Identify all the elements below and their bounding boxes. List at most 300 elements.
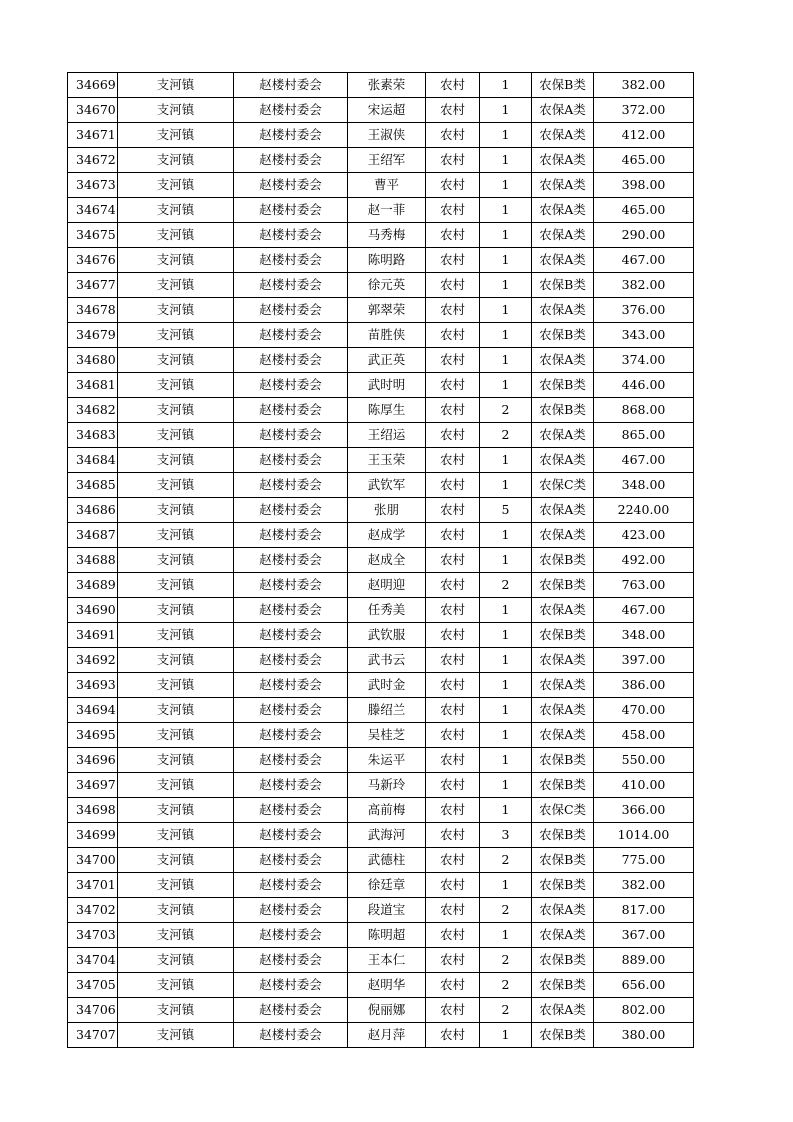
name-cell: 赵一菲 [348,198,426,223]
name-cell: 苗胜侠 [348,323,426,348]
household-size-cell: 1 [480,648,532,673]
town-cell: 支河镇 [118,798,234,823]
town-cell: 支河镇 [118,848,234,873]
table-row [68,773,694,798]
village-committee-cell: 赵楼村委会 [234,123,348,148]
insurance-category-cell: 农保A类 [532,348,594,373]
town-cell: 支河镇 [118,448,234,473]
village-committee-cell: 赵楼村委会 [234,523,348,548]
amount-cell: 372.00 [594,98,694,123]
village-committee-cell: 赵楼村委会 [234,273,348,298]
record-id-cell: 34705 [68,973,118,998]
town-cell: 支河镇 [118,373,234,398]
name-cell: 武时金 [348,673,426,698]
name-cell: 朱运平 [348,748,426,773]
household-size-cell: 1 [480,273,532,298]
area-type-cell: 农村 [426,923,480,948]
table-row [68,823,694,848]
record-id-cell: 34673 [68,173,118,198]
table-row [68,748,694,773]
town-cell: 支河镇 [118,98,234,123]
insurance-category-cell: 农保A类 [532,423,594,448]
household-size-cell: 1 [480,923,532,948]
insurance-category-cell: 农保B类 [532,973,594,998]
name-cell: 王玉荣 [348,448,426,473]
record-id-cell: 34681 [68,373,118,398]
insurance-category-cell: 农保A类 [532,523,594,548]
village-committee-cell: 赵楼村委会 [234,648,348,673]
area-type-cell: 农村 [426,423,480,448]
insurance-category-cell: 农保A类 [532,498,594,523]
town-cell: 支河镇 [118,198,234,223]
insurance-category-cell: 农保A类 [532,98,594,123]
town-cell: 支河镇 [118,573,234,598]
village-committee-cell: 赵楼村委会 [234,673,348,698]
record-id-cell: 34685 [68,473,118,498]
name-cell: 张朋 [348,498,426,523]
village-committee-cell: 赵楼村委会 [234,823,348,848]
name-cell: 吴桂芝 [348,723,426,748]
name-cell: 赵成学 [348,523,426,548]
amount-cell: 376.00 [594,298,694,323]
amount-cell: 458.00 [594,723,694,748]
insurance-category-cell: 农保B类 [532,548,594,573]
insurance-category-cell: 农保B类 [532,273,594,298]
amount-cell: 374.00 [594,348,694,373]
household-size-cell: 2 [480,848,532,873]
table-row [68,248,694,273]
insurance-category-cell: 农保C类 [532,473,594,498]
household-size-cell: 2 [480,973,532,998]
area-type-cell: 农村 [426,648,480,673]
household-size-cell: 1 [480,98,532,123]
household-size-cell: 1 [480,473,532,498]
area-type-cell: 农村 [426,323,480,348]
amount-cell: 380.00 [594,1023,694,1048]
insurance-category-cell: 农保B类 [532,848,594,873]
insurance-category-cell: 农保A类 [532,923,594,948]
amount-cell: 775.00 [594,848,694,873]
record-id-cell: 34678 [68,298,118,323]
record-id-cell: 34688 [68,548,118,573]
area-type-cell: 农村 [426,573,480,598]
amount-cell: 386.00 [594,673,694,698]
name-cell: 武正英 [348,348,426,373]
name-cell: 王绍运 [348,423,426,448]
record-id-cell: 34672 [68,148,118,173]
insurance-category-cell: 农保A类 [532,298,594,323]
insurance-category-cell: 农保B类 [532,573,594,598]
table-row [68,273,694,298]
name-cell: 陈明路 [348,248,426,273]
area-type-cell: 农村 [426,223,480,248]
town-cell: 支河镇 [118,223,234,248]
area-type-cell: 农村 [426,1023,480,1048]
area-type-cell: 农村 [426,373,480,398]
amount-cell: 467.00 [594,598,694,623]
town-cell: 支河镇 [118,298,234,323]
insurance-category-cell: 农保A类 [532,248,594,273]
household-size-cell: 1 [480,323,532,348]
area-type-cell: 农村 [426,148,480,173]
amount-cell: 656.00 [594,973,694,998]
area-type-cell: 农村 [426,73,480,98]
table-row [68,998,694,1023]
table-row [68,198,694,223]
table-row [68,523,694,548]
record-id-cell: 34683 [68,423,118,448]
table-row [68,323,694,348]
name-cell: 张素荣 [348,73,426,98]
village-committee-cell: 赵楼村委会 [234,373,348,398]
insurance-category-cell: 农保A类 [532,648,594,673]
area-type-cell: 农村 [426,473,480,498]
name-cell: 王绍军 [348,148,426,173]
town-cell: 支河镇 [118,673,234,698]
insurance-category-cell: 农保A类 [532,123,594,148]
village-committee-cell: 赵楼村委会 [234,398,348,423]
record-id-cell: 34684 [68,448,118,473]
table-row [68,398,694,423]
amount-cell: 763.00 [594,573,694,598]
town-cell: 支河镇 [118,948,234,973]
village-committee-cell: 赵楼村委会 [234,1023,348,1048]
village-committee-cell: 赵楼村委会 [234,773,348,798]
table-row [68,473,694,498]
town-cell: 支河镇 [118,873,234,898]
household-size-cell: 1 [480,773,532,798]
table-row [68,673,694,698]
amount-cell: 412.00 [594,123,694,148]
table-row [68,873,694,898]
town-cell: 支河镇 [118,698,234,723]
town-cell: 支河镇 [118,498,234,523]
amount-cell: 382.00 [594,873,694,898]
household-size-cell: 1 [480,198,532,223]
village-committee-cell: 赵楼村委会 [234,323,348,348]
town-cell: 支河镇 [118,523,234,548]
record-id-cell: 34669 [68,73,118,98]
record-id-cell: 34674 [68,198,118,223]
village-committee-cell: 赵楼村委会 [234,448,348,473]
name-cell: 曹平 [348,173,426,198]
household-size-cell: 1 [480,1023,532,1048]
name-cell: 马秀梅 [348,223,426,248]
table-row [68,923,694,948]
amount-cell: 865.00 [594,423,694,448]
record-id-cell: 34696 [68,748,118,773]
insurance-category-cell: 农保A类 [532,898,594,923]
name-cell: 武海河 [348,823,426,848]
town-cell: 支河镇 [118,473,234,498]
area-type-cell: 农村 [426,998,480,1023]
name-cell: 徐元英 [348,273,426,298]
insurance-category-cell: 农保B类 [532,948,594,973]
village-committee-cell: 赵楼村委会 [234,623,348,648]
town-cell: 支河镇 [118,398,234,423]
village-committee-cell: 赵楼村委会 [234,923,348,948]
insurance-category-cell: 农保A类 [532,723,594,748]
record-id-cell: 34671 [68,123,118,148]
area-type-cell: 农村 [426,748,480,773]
table-row [68,573,694,598]
insurance-category-cell: 农保A类 [532,698,594,723]
table-row [68,73,694,98]
household-size-cell: 1 [480,673,532,698]
village-committee-cell: 赵楼村委会 [234,573,348,598]
household-size-cell: 2 [480,398,532,423]
amount-cell: 465.00 [594,148,694,173]
amount-cell: 470.00 [594,698,694,723]
insurance-category-cell: 农保B类 [532,773,594,798]
area-type-cell: 农村 [426,173,480,198]
name-cell: 赵成全 [348,548,426,573]
amount-cell: 397.00 [594,648,694,673]
area-type-cell: 农村 [426,773,480,798]
table-row [68,848,694,873]
insurance-category-cell: 农保A类 [532,448,594,473]
household-size-cell: 2 [480,423,532,448]
town-cell: 支河镇 [118,1023,234,1048]
village-committee-cell: 赵楼村委会 [234,748,348,773]
village-committee-cell: 赵楼村委会 [234,498,348,523]
insurance-category-cell: 农保B类 [532,873,594,898]
area-type-cell: 农村 [426,198,480,223]
household-size-cell: 1 [480,373,532,398]
village-committee-cell: 赵楼村委会 [234,298,348,323]
town-cell: 支河镇 [118,548,234,573]
amount-cell: 889.00 [594,948,694,973]
table-row [68,348,694,373]
household-size-cell: 1 [480,73,532,98]
table-row [68,298,694,323]
town-cell: 支河镇 [118,998,234,1023]
household-size-cell: 1 [480,348,532,373]
household-size-cell: 2 [480,573,532,598]
town-cell: 支河镇 [118,648,234,673]
household-size-cell: 1 [480,173,532,198]
area-type-cell: 农村 [426,598,480,623]
amount-cell: 398.00 [594,173,694,198]
table-row [68,723,694,748]
insurance-category-cell: 农保A类 [532,598,594,623]
area-type-cell: 农村 [426,548,480,573]
table-row [68,423,694,448]
record-id-cell: 34689 [68,573,118,598]
area-type-cell: 农村 [426,523,480,548]
record-id-cell: 34690 [68,598,118,623]
town-cell: 支河镇 [118,773,234,798]
area-type-cell: 农村 [426,848,480,873]
area-type-cell: 农村 [426,823,480,848]
village-committee-cell: 赵楼村委会 [234,548,348,573]
table-row [68,223,694,248]
table-body [68,73,694,1048]
town-cell: 支河镇 [118,248,234,273]
insurance-category-cell: 农保A类 [532,223,594,248]
table-row [68,698,694,723]
table-row [68,598,694,623]
record-id-cell: 34692 [68,648,118,673]
amount-cell: 467.00 [594,448,694,473]
record-id-cell: 34679 [68,323,118,348]
table-row [68,948,694,973]
record-id-cell: 34700 [68,848,118,873]
amount-cell: 382.00 [594,273,694,298]
household-size-cell: 3 [480,823,532,848]
amount-cell: 465.00 [594,198,694,223]
table-row [68,548,694,573]
insurance-category-cell: 农保A类 [532,173,594,198]
data-table [67,72,694,1048]
town-cell: 支河镇 [118,173,234,198]
name-cell: 赵明迎 [348,573,426,598]
household-size-cell: 1 [480,798,532,823]
household-size-cell: 1 [480,523,532,548]
household-size-cell: 5 [480,498,532,523]
amount-cell: 446.00 [594,373,694,398]
table-row [68,623,694,648]
village-committee-cell: 赵楼村委会 [234,898,348,923]
record-id-cell: 34707 [68,1023,118,1048]
insurance-category-cell: 农保A类 [532,148,594,173]
name-cell: 武德柱 [348,848,426,873]
household-size-cell: 1 [480,723,532,748]
insurance-category-cell: 农保B类 [532,323,594,348]
area-type-cell: 农村 [426,398,480,423]
name-cell: 武书云 [348,648,426,673]
household-size-cell: 2 [480,998,532,1023]
name-cell: 赵明华 [348,973,426,998]
insurance-category-cell: 农保B类 [532,73,594,98]
amount-cell: 868.00 [594,398,694,423]
area-type-cell: 农村 [426,348,480,373]
record-id-cell: 34677 [68,273,118,298]
amount-cell: 410.00 [594,773,694,798]
name-cell: 赵月萍 [348,1023,426,1048]
town-cell: 支河镇 [118,823,234,848]
household-size-cell: 1 [480,123,532,148]
table-row [68,373,694,398]
town-cell: 支河镇 [118,923,234,948]
household-size-cell: 1 [480,623,532,648]
amount-cell: 290.00 [594,223,694,248]
name-cell: 武钦军 [348,473,426,498]
record-id-cell: 34676 [68,248,118,273]
insurance-category-cell: 农保A类 [532,198,594,223]
village-committee-cell: 赵楼村委会 [234,848,348,873]
table-row [68,973,694,998]
amount-cell: 348.00 [594,473,694,498]
name-cell: 任秀美 [348,598,426,623]
record-id-cell: 34697 [68,773,118,798]
name-cell: 徐廷章 [348,873,426,898]
village-committee-cell: 赵楼村委会 [234,198,348,223]
record-id-cell: 34702 [68,898,118,923]
name-cell: 郭翠荣 [348,298,426,323]
name-cell: 滕绍兰 [348,698,426,723]
area-type-cell: 农村 [426,448,480,473]
amount-cell: 467.00 [594,248,694,273]
amount-cell: 550.00 [594,748,694,773]
household-size-cell: 1 [480,148,532,173]
town-cell: 支河镇 [118,123,234,148]
town-cell: 支河镇 [118,273,234,298]
table-row [68,798,694,823]
amount-cell: 423.00 [594,523,694,548]
record-id-cell: 34701 [68,873,118,898]
record-id-cell: 34686 [68,498,118,523]
town-cell: 支河镇 [118,623,234,648]
insurance-category-cell: 农保A类 [532,673,594,698]
name-cell: 王淑侠 [348,123,426,148]
record-id-cell: 34706 [68,998,118,1023]
village-committee-cell: 赵楼村委会 [234,948,348,973]
amount-cell: 1014.00 [594,823,694,848]
household-size-cell: 1 [480,548,532,573]
town-cell: 支河镇 [118,973,234,998]
town-cell: 支河镇 [118,898,234,923]
table-row [68,123,694,148]
record-id-cell: 34699 [68,823,118,848]
area-type-cell: 农村 [426,673,480,698]
record-id-cell: 34691 [68,623,118,648]
area-type-cell: 农村 [426,123,480,148]
village-committee-cell: 赵楼村委会 [234,173,348,198]
household-size-cell: 1 [480,748,532,773]
area-type-cell: 农村 [426,498,480,523]
area-type-cell: 农村 [426,723,480,748]
area-type-cell: 农村 [426,98,480,123]
village-committee-cell: 赵楼村委会 [234,98,348,123]
town-cell: 支河镇 [118,598,234,623]
record-id-cell: 34693 [68,673,118,698]
town-cell: 支河镇 [118,748,234,773]
town-cell: 支河镇 [118,148,234,173]
insurance-category-cell: 农保B类 [532,748,594,773]
record-id-cell: 34694 [68,698,118,723]
village-committee-cell: 赵楼村委会 [234,873,348,898]
name-cell: 武钦服 [348,623,426,648]
amount-cell: 343.00 [594,323,694,348]
village-committee-cell: 赵楼村委会 [234,148,348,173]
village-committee-cell: 赵楼村委会 [234,73,348,98]
amount-cell: 382.00 [594,73,694,98]
table-row [68,173,694,198]
area-type-cell: 农村 [426,798,480,823]
name-cell: 陈厚生 [348,398,426,423]
name-cell: 段道宝 [348,898,426,923]
area-type-cell: 农村 [426,873,480,898]
village-committee-cell: 赵楼村委会 [234,698,348,723]
household-size-cell: 1 [480,873,532,898]
amount-cell: 348.00 [594,623,694,648]
household-size-cell: 1 [480,223,532,248]
household-size-cell: 2 [480,898,532,923]
insurance-category-cell: 农保B类 [532,398,594,423]
village-committee-cell: 赵楼村委会 [234,223,348,248]
name-cell: 宋运超 [348,98,426,123]
amount-cell: 366.00 [594,798,694,823]
village-committee-cell: 赵楼村委会 [234,248,348,273]
village-committee-cell: 赵楼村委会 [234,348,348,373]
village-committee-cell: 赵楼村委会 [234,798,348,823]
table-row [68,648,694,673]
record-id-cell: 34698 [68,798,118,823]
table-row [68,1023,694,1048]
name-cell: 王本仁 [348,948,426,973]
table-row [68,448,694,473]
